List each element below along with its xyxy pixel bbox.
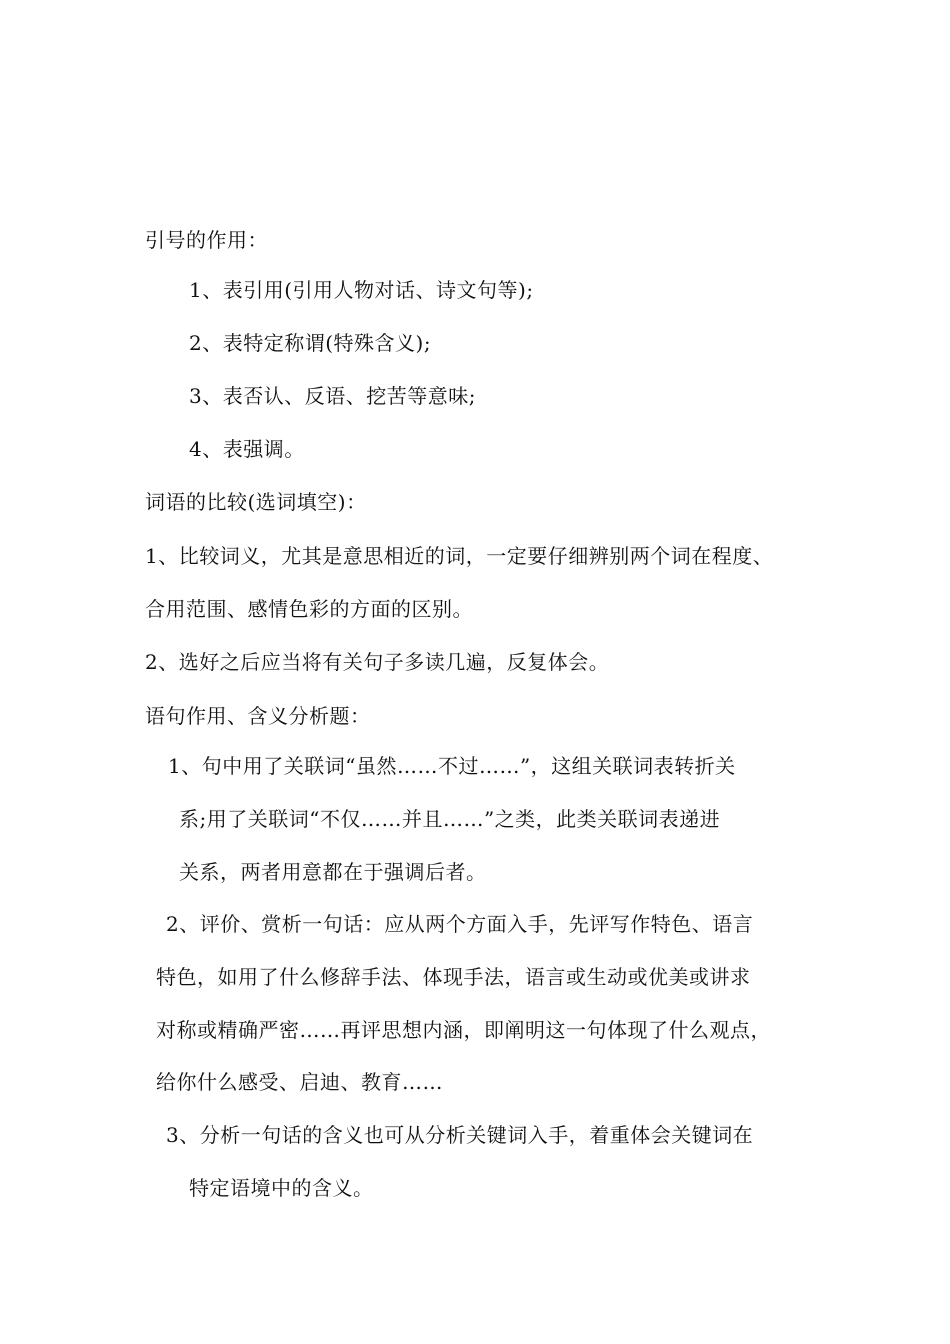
paragraph-line: 对称或精确严密……再评思想内涵，即阐明这一句体现了什么观点， [156,1018,771,1042]
list-item: 4、表强调。 [189,437,305,461]
paragraph-line: 合用范围、感情色彩的方面的区别。 [145,597,473,621]
section-heading-sentence-analysis: 语句作用、含义分析题： [145,704,371,728]
paragraph-line: 2、选好之后应当将有关句子多读几遍，反复体会。 [145,650,610,674]
list-item: 2、表特定称谓(特殊含义); [189,331,432,355]
list-item: 1、表引用(引用人物对话、诗文句等); [189,278,534,302]
section-heading-quotes: 引号的作用： [145,228,268,252]
paragraph-line: 给你什么感受、启迪、教育…… [156,1070,443,1094]
paragraph-line: 1、比较词义，尤其是意思相近的词，一定要仔细辨别两个词在程度、 [145,544,774,568]
list-item: 3、表否认、反语、挖苦等意味; [189,384,476,408]
paragraph-line: 特定语境中的含义。 [189,1176,374,1200]
paragraph-line: 2、评价、赏析一句话：应从两个方面入手，先评写作特色、语言 [166,912,754,936]
paragraph-line: 关系，两者用意都在于强调后者。 [179,860,487,884]
paragraph-line: 3、分析一句话的含义也可从分析关键词入手，着重体会关键词在 [166,1123,754,1147]
paragraph-line: 特色，如用了什么修辞手法、体现手法，语言或生动或优美或讲求 [156,965,751,989]
section-heading-word-comparison: 词语的比较(选词填空)： [145,490,367,514]
paragraph-line: 系;用了关联词“不仅……并且……”之类，此类关联词表递进 [179,807,721,831]
paragraph-line: 1、句中用了关联词“虽然……不过……”，这组关联词表转折关 [168,754,736,778]
